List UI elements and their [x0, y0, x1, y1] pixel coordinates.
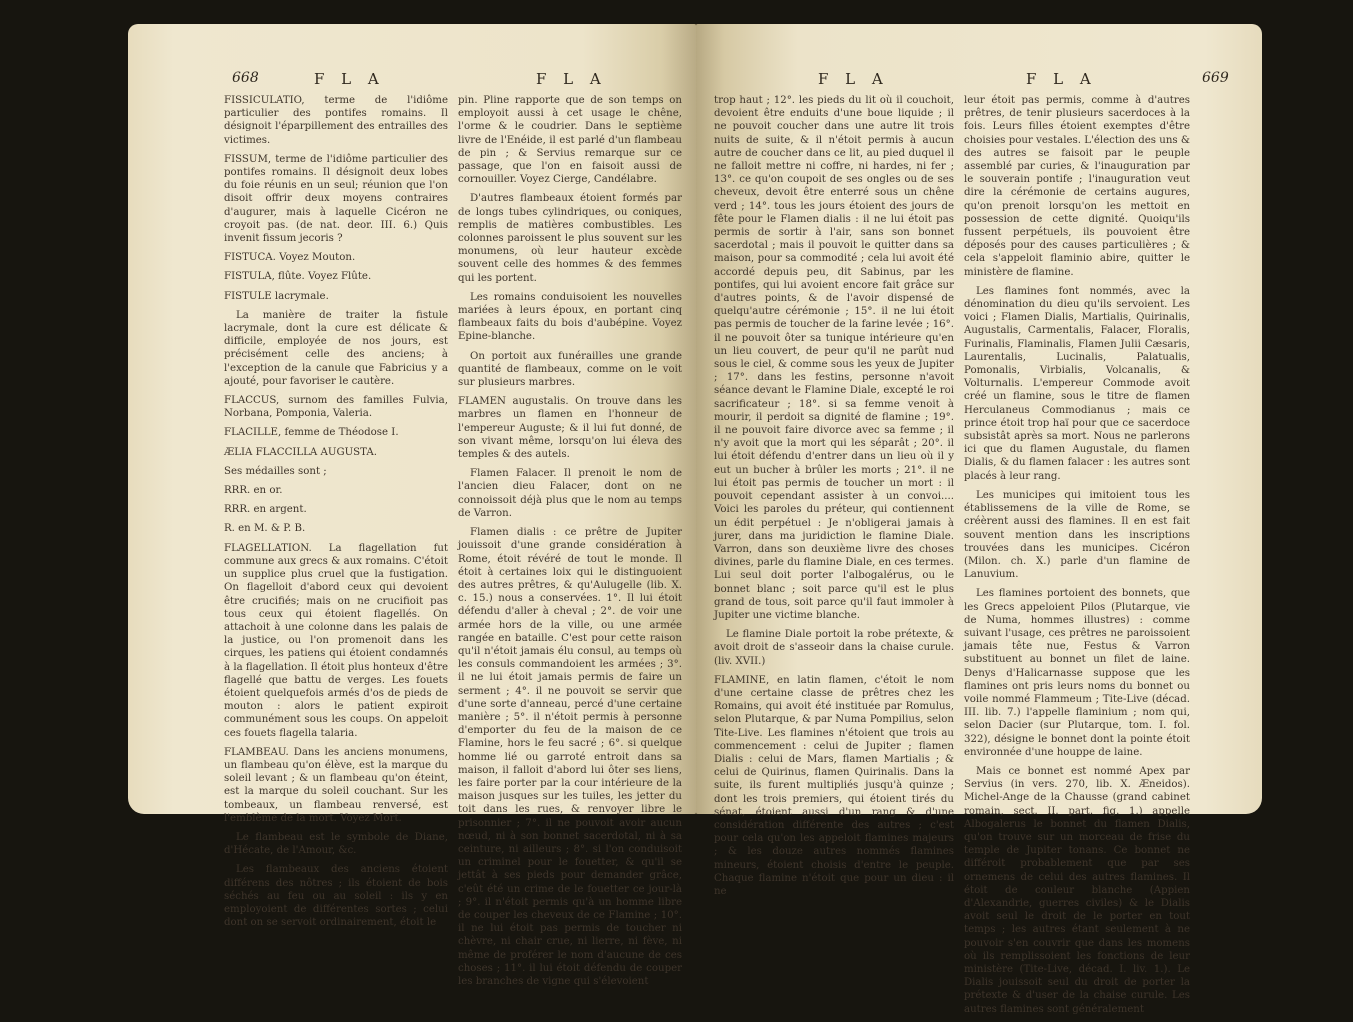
page-number-left: 668 — [232, 70, 259, 86]
entry-flamines-apex: Mais ce bonnet est nommé Apex par Servius (in vers. 270, lib. X. Æneidos). Michel-Ange de la Chausse (grand cabinet romain, sect. II. part. fig. 1.) appelle Albogalerus le bonnet du flamen Dialis, qu'on trouve sur un morceau de frise du temple de Jupiter tonans. Ce bonnet ne différoit probablement que par ses ornemens de celui des autres flamines. Il étoit de couleur blanche (Appien d'Alexandrie, guerres civiles) & le Dialis avoit seul le droit de le porter en tout temps ; les autres étant seulement à ne pouvoir s'en couvrir que dans les momens où ils remplissoient les fonctions de leur ministère (Tite-Live, décad. I. liv. 1.). Le Dialis jouissoit seul du droit de porter la prétexte & d'user de la chaise curule. Les autres flamines sont généralement — [964, 765, 1190, 1015]
entry-flacille: FLACILLE, femme de Théodose I. — [224, 427, 399, 439]
entry-fistuca: FISTUCA. Voyez Mouton. — [224, 252, 356, 264]
entry-flamen-falacer: Flamen Falacer. Il prenoit le nom de l'ancien dieu Falacer, dont on ne connoissoit déjà plus que le nom au temps de Varron. — [458, 468, 682, 519]
entry-flambeau-cont: pin. Pline rapporte que de son temps on employoit aussi à cet usage le chêne, l'orme & le coudrier. Dans le septième livre de l'Enéide, il est parlé d'un flambeau de pin ; & Servius remarque sur ce passage, que l'on en faisoit aussi de cornouiller. Voyez Cierge, Candélabre. — [458, 95, 682, 186]
entry-flamines-noms: Les flamines font nommés, avec la dénomination du dieu qu'ils servoient. Les voici ; Flamen Dialis, Martialis, Quirinalis, Augustalis, Carmentalis, Falacer, Floralis, Furinalis, Flaminalis, Flamen Julii Cæsaris, Laurentalis, Lucinalis, Palatualis, Pomonalis, Virbialis, Volcanalis, & Volturnalis. L'empereur Commode avoit créé un flamine, sous le titre de flamen Herculaneus Commodianus ; mais ce prince étoit trop haï pour que ce sacerdoce subsistât après sa mort. Nous ne parlerons ici que du flamen Augustale, du flamen Dialis, & du flamen falacer : les autres sont placés à leur rang. — [964, 285, 1190, 482]
right-page — [696, 24, 1262, 1015]
entry-fistule-heading: FISTULE lacrymale. — [224, 290, 329, 302]
entry-flambeau-tubes: D'autres flambeaux étoient formés par de longs tubes cylindriques, ou coniques, remplis de matières combustibles. Les colonnes paroissent le plus souvent sur les monumens, où leur hauteur excède souvent celle des hommes & des femmes qui les portent. — [458, 193, 682, 284]
entry-flamen-augustalis: FLAMEN augustalis. On trouve dans les marbres un flamen en l'honneur de l'empereur Auguste; & il lui fut donné, de son vivant même, lorsqu'on lui éleva des temples & des autels. — [458, 396, 682, 461]
medal-rarity-gold: RRR. en or. — [224, 485, 283, 497]
entry-flamine: FLAMINE, en latin flamen, c'étoit le nom d'une certaine classe de prêtres chez les Romains, qui avoit été instituée par Romulus, selon Plutarque, & par Numa Pompilius, selon Tite-Live. Les flamines n'étoient que trois au commencement : celui de Jupiter ; flamen Dialis : celui de Mars, flamen Martialis ; & celui de Quirinus, flamen Quirinalis. Dans la suite, ils furent multipliés jusqu'à quinze ; dont les trois premiers, qui étoient tirés du sénat, étoient aussi d'un rang & d'une considération différente des autres ; c'est pour cela qu'on les appeloit flamines majeurs ; & les douze autres nommés flamines mineurs, étoient choisis d'entre le peuple. Chaque flamine n'étoit que pour un dieu : il ne — [714, 674, 954, 897]
entry-flamen-dialis: Flamen dialis : ce prêtre de Jupiter jouissoit d'une grande considération à Rome, étoit révéré de tout le monde. Il étoit à certaines loix qui le distinguoient des autres prêtres, & qu'Aulugelle (lib. X. c. 15.) nous a conservées. 1°. Il lui étoit défendu d'aller à cheval ; 2°. de voir une armée hors de la ville, ou une armée rangée en bataille. C'est pour cette raison qu'il n'étoit jamais élu consul, au temps où les consuls commandoient les armées ; 3°. il ne lui étoit jamais permis de faire un serment ; 4°. il ne pouvoit se servir que d'une sorte d'anneau, percé d'une certaine manière ; 5°. il n'étoit permis à personne d'emporter du feu de la maison de ce Flamine, hors le feu sacré ; 6°. si quelque homme lié ou garroté entroit dans sa maison, il falloit d'abord lui ôter ses liens, les faire porter par la cour intérieure de la maison jusques sur les tuiles, les jetter du toit dans les rues, & renvoyer libre le prisonnier ; 7°. il ne pouvoit avoir aucun nœud, ni à son bonnet sacerdotal, ni à sa ceinture, ni ailleurs ; 8°. si l'on conduisoit un criminel pour le fouetter, & qu'il se jettât à ses pieds pour demander grâce, c'eût été un crime de le fouetter ce jour-là ; 9°. il n'étoit permis qu'à un homme libre de couper les cheveux de ce Flamine ; 10°. il ne lui étoit pas permis de toucher ni chèvre, ni chair crue, ni lierre, ni fève, ni même de proférer le nom d'aucune de ces choses ; 11°. il lui étoit défendu de couper les branches de vigne qui s'élevoient — [458, 527, 682, 987]
right-column-2 — [964, 94, 1190, 1022]
entry-flamine-diale-robe: Le flamine Diale portoit la robe prétexte, & avoit droit de s'asseoir dans la chaise curule. (liv. XVII.) — [714, 629, 954, 667]
entry-flamine-cont: leur étoit pas permis, comme à d'autres prêtres, de tenir plusieurs sacerdoces à la fois. Leurs filles étoient exemptes d'être choisies pour vestales. L'élection des uns & des autres se faisoit par le peuple assemblé par curies, & l'inauguration par le souverain pontife ; l'inauguration veut dire la cérémonie de certains augures, qu'on prenoit lorsqu'on les mettoit en possession de cette dignité. Quoiqu'ils fussent perpétuels, ils pouvoient être déposés pour des causes particulières ; & cela s'appeloit flaminio abire, quitter le ministère de flamine. — [964, 95, 1190, 278]
entry-flagellation: FLAGELLATION. La flagellation fut commune aux grecs & aux romains. C'étoit un supplice plus cruel que la fustigation. On flagelloit d'abord ceux qui devoient être crucifiés; mais on ne crucifioit pas tous ceux qui étoient flagellés. On attachoit à une colonne dans les palais de la justice, ou l'on promenoit dans les cirques, les patiens qui étoient condamnés à la flagellation. Il étoit plus honteux d'être flagellé que battu de verges. Les fouets étoient quelquefois armés d'os de pieds de mouton : alors le patient expiroit communément sous les coups. On appeloit ces fouets flagella talaria. — [224, 542, 448, 739]
entry-flambeau-funerailles: On portoit aux funérailles une grande quantité de flambeaux, comme on le voit sur plusieurs marbres. — [458, 350, 682, 389]
entry-fissum: FISSUM, terme de l'idiôme particulier des pontifes romains. Il désignoit deux lobes du foie réunis en un seul; réunion que l'on disoit offrir deux moyens contraires d'augurer, mais à laquelle Cicéron ne croyoit pas. (de nat. deor. III. 6.) Quis invenit fissum jecoris ? — [224, 153, 448, 245]
page-number-right: 669 — [1202, 70, 1229, 86]
entry-flambeau: FLAMBEAU. Dans les anciens monumens, un flambeau qu'on élève, est la marque du soleil levant ; & un flambeau qu'on éteint, est la marque du soleil couchant. Sur les tombeaux, un flambeau renversé, est l'emblème de la mort. Voyez Mort. — [224, 746, 448, 824]
entry-fistula: FISTULA, flûte. Voyez Flûte. — [224, 271, 372, 283]
entry-flamen-dialis-cont: trop haut ; 12°. les pieds du lit où il couchoit, devoient être enduits d'une boue liquide ; il ne pouvoit coucher dans une autre lit trois nuits de suite, & il n'étoit permis à aucun autre de coucher dans ce lit, au pied duquel il ne falloit mettre ni coffre, ni hardes, ni fer ; 13°. ce qu'on coupoit de ses ongles ou de ses cheveux, devoit être enterré sous un chêne verd ; 14°. tous les jours étoient des jours de fête pour le Flamen dialis : il ne lui étoit pas permis de sortir à l'air, sans son bonnet sacerdotal ; mais il pouvoit le quitter dans sa maison, pour sa commodité ; cela lui avoit été accordé depuis peu, dit Sabinus, par les pontifes, qui lui avoient encore fait grâce sur d'autres points, & de l'avoir dispensé de quelqu'autre cérémonie ; 15°. il ne lui étoit pas permis de toucher de la farine levée ; 16°. il ne pouvoit ôter sa tunique intérieure qu'en un lieu couvert, de peur qu'il ne parût nud sous le ciel, & comme sous les yeux de Jupiter ; 17°. dans les festins, personne n'avoit séance devant le Flamine Diale, excepté le roi sacrificateur ; 18°. si sa femme venoit à mourir, il perdoit sa dignité de flamine ; 19°. il ne pouvoit faire divorce avec sa femme ; il n'y avoit que la mort qui les séparât ; 20°. il lui étoit défendu d'entrer dans un lieu où il y eut un bucher à brûler les morts ; 21°. il ne lui étoit pas permis de toucher un mort : il pouvoit cependant assister à un convoi.... Voici les paroles du préteur, qui contiennent un édit perpétuel : Je n'obligerai jamais à jurer, dans ma juridiction le flamine Diale. Varron, dans son deuxième livre des choses divines, parle du flamine Diale, en ces termes. Lui seul doit porter l'albogalérus, ou le bonnet blanc ; soit parce qu'il est le plus grand de tous, soit parce qu'il faut immoler à Jupiter une victime blanche. — [714, 95, 954, 621]
running-header-right-col2: F L A — [1026, 70, 1097, 88]
entry-fissiculatio: FISSICULATIO, terme de l'idiôme particulier des pontifes romains. Il désignoit l'éparpillement des entrailles des victimes. — [224, 95, 448, 146]
entry-flamines-bonnets: Les flamines portoient des bonnets, que les Grecs appeloient Pilos (Plutarque, vie de Numa, hommes illustres) : comme suivant l'usage, ces prêtres ne paroissoient jamais tête nue, Festus & Varron substituent au bonnet un filet de laine. Denys d'Halicarnasse suppose que les flamines ont pris leurs noms du bonnet ou voile nommé Flammeum ; Tite-Live (décad. III. lib. 7.) l'appelle flaminium ; nom qui, selon Dacier (sur Plutarque, tom. I. fol. 322), désigne le bonnet dont la pointe étoit environnée d'une houppe de laine. — [964, 588, 1190, 758]
coin-legend: ÆLIA FLACCILLA AUGUSTA. — [224, 446, 377, 458]
entry-fistule: La manière de traiter la fistule lacrymale, dont la cure est délicate & difficile, employée de nos jours, est précisément celle des anciens; à l'exception de la canule que Fabricius y a ajouté, pour favoriser le cautère. — [224, 309, 448, 387]
medal-rarity-silver: RRR. en argent. — [224, 504, 307, 516]
entry-flamines-municipes: Les municipes qui imitoient tous les établissemens de la ville de Rome, se créèrent aussi des flamines. Il en est fait souvent mention dans les inscriptions trouvées dans les municipes. Cicéron (Milon. ch. X.) parle d'un flamine de Lanuvium. — [964, 489, 1190, 581]
entry-flambeau-types: Les flambeaux des anciens étoient différens des nôtres ; ils étoient de bois séchés au feu ou au soleil : ils y en employoient de différentes sortes ; celui dont on se servoit ordinairement, étoit le — [224, 864, 448, 929]
running-header-left-col1: F L A — [314, 70, 385, 88]
left-page — [128, 24, 696, 987]
medal-rarity-bronze: R. en M. & P. B. — [224, 523, 306, 535]
left-column-2 — [458, 94, 682, 994]
running-header-left-col2: F L A — [536, 70, 607, 88]
running-header-right-col1: F L A — [818, 70, 889, 88]
entry-flambeau-mariees: Les romains conduisoient les nouvelles mariées à leurs époux, en portant cinq flambeaux faits du bois d'aubépine. Voyez Epine-blanche. — [458, 291, 682, 343]
left-column-1 — [224, 94, 448, 935]
right-column-1 — [714, 94, 954, 904]
medals-intro: Ses médailles sont ; — [224, 465, 327, 477]
entry-flambeau-symbol: Le flambeau est le symbole de Diane, d'Hécate, de l'Amour, &c. — [224, 831, 448, 857]
entry-flaccus: FLACCUS, surnom des familles Fulvia, Norbana, Pomponia, Valeria. — [224, 395, 448, 420]
